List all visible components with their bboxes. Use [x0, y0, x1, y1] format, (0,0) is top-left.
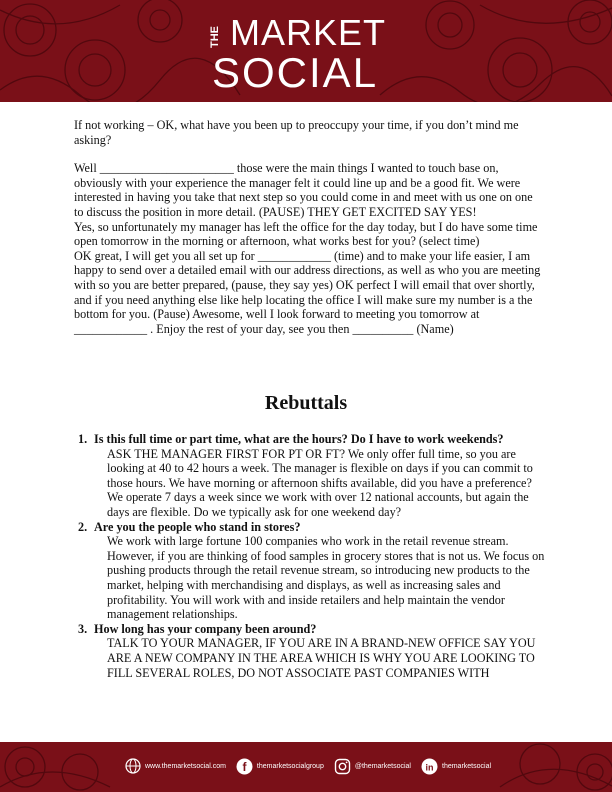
logo-the: THE [209, 26, 221, 48]
social-links [124, 756, 501, 776]
script-paragraph: Well ______________________ those were the main things I wanted to touch base on, obviously with your experience the manager felt it could line up and be a good fit. We were interested in having you take that next step so you could come in and meet with us one on one to discuss the position in more detail. (PAUSE) THEY GET EXCITED SAY YES! [74, 161, 533, 219]
item-question: How long has your company been around? [94, 621, 317, 636]
logo-social: SOCIAL [212, 49, 379, 96]
item-answer: We work with large fortune 100 companies who work in the retail revenue stream. However, if you are thinking of food samples in grocery stores that is not us. We focus on pushing products through the retail revenue stream, so introducing new products to the market, helping with merchandising and displays, as well as increasing sales and profitability. You will work with and inside retailers and help maintain the vendor management relationships. [107, 534, 545, 622]
header-banner [0, 0, 612, 102]
list-item [78, 432, 548, 520]
instagram-link[interactable]: @themarketsocial [354, 762, 411, 770]
rebuttals-list [78, 432, 548, 680]
logo-market: MARKET [230, 12, 387, 53]
linkedin-icon [421, 758, 438, 775]
instagram-icon [334, 758, 351, 775]
globe-icon [124, 758, 141, 775]
script-paragraph: Yes, so unfortunately my manager has left the office for the day today, but I do have some time open tomorrow in the morning or afternoon, what works best for you? (select time) [74, 219, 538, 249]
rebuttals-heading: Rebuttals [264, 392, 348, 414]
script-paragraph: If not working – OK, what have you been up to preoccupy your time, if you don’t mind me asking? [74, 118, 519, 147]
footer-banner [0, 742, 612, 792]
call-script [74, 118, 544, 336]
svg-text:in: in [425, 762, 434, 772]
facebook-link[interactable]: themarketsocialgroup [256, 762, 324, 770]
item-number: 1. [78, 432, 88, 446]
list-item [78, 622, 548, 680]
linkedin-link[interactable]: themarketsocial [442, 762, 492, 770]
facebook-icon [236, 758, 253, 775]
script-paragraph: OK great, I will get you all set up for ____________ (time) and to make your life easier, I am happy to send over a detailed email with our address directions, as well as who you are meeting with so you are better prepared, (pause, they say yes) OK perfect I will email that over shortly, and if you need anything else like help locating the office I will make sure my number is a the bottom for you. (Pause) Awesome, well I look forward to meeting you tomorrow at ____________ . Enjoy the rest of your day, see you then __________ (Name) [74, 248, 541, 336]
item-question: Is this full time or part time, what are the hours? Do I have to work weekends? [94, 432, 504, 446]
item-number: 2. [78, 519, 88, 534]
svg-text:f: f [242, 759, 247, 774]
website-link[interactable]: www.themarketsocial.com [145, 762, 226, 770]
brand-logo [210, 14, 410, 94]
item-number: 3. [78, 621, 88, 636]
item-answer: TALK TO YOUR MANAGER, IF YOU ARE IN A BRAND-NEW OFFICE SAY YOU ARE A NEW COMPANY IN THE AREA WHICH IS WHY YOU ARE LOOKING TO FILL SEVERAL ROLES, DO NOT ASSOCIATE PAST COMPANIES WITH [107, 636, 536, 680]
list-item [78, 520, 548, 622]
item-question: Are you the people who stand in stores? [94, 519, 301, 534]
item-answer: ASK THE MANAGER FIRST FOR PT OR FT? We only offer full time, so you are looking at 40 to 42 hours a week. The manager is flexible on days if you can commit to those hours. We have morning or afternoon shifts available, did you have a preference? We operate 7 days a week since we work with over 12 national accounts, but again the days are flexible. Do we typically ask for one weekend day? [107, 446, 533, 519]
